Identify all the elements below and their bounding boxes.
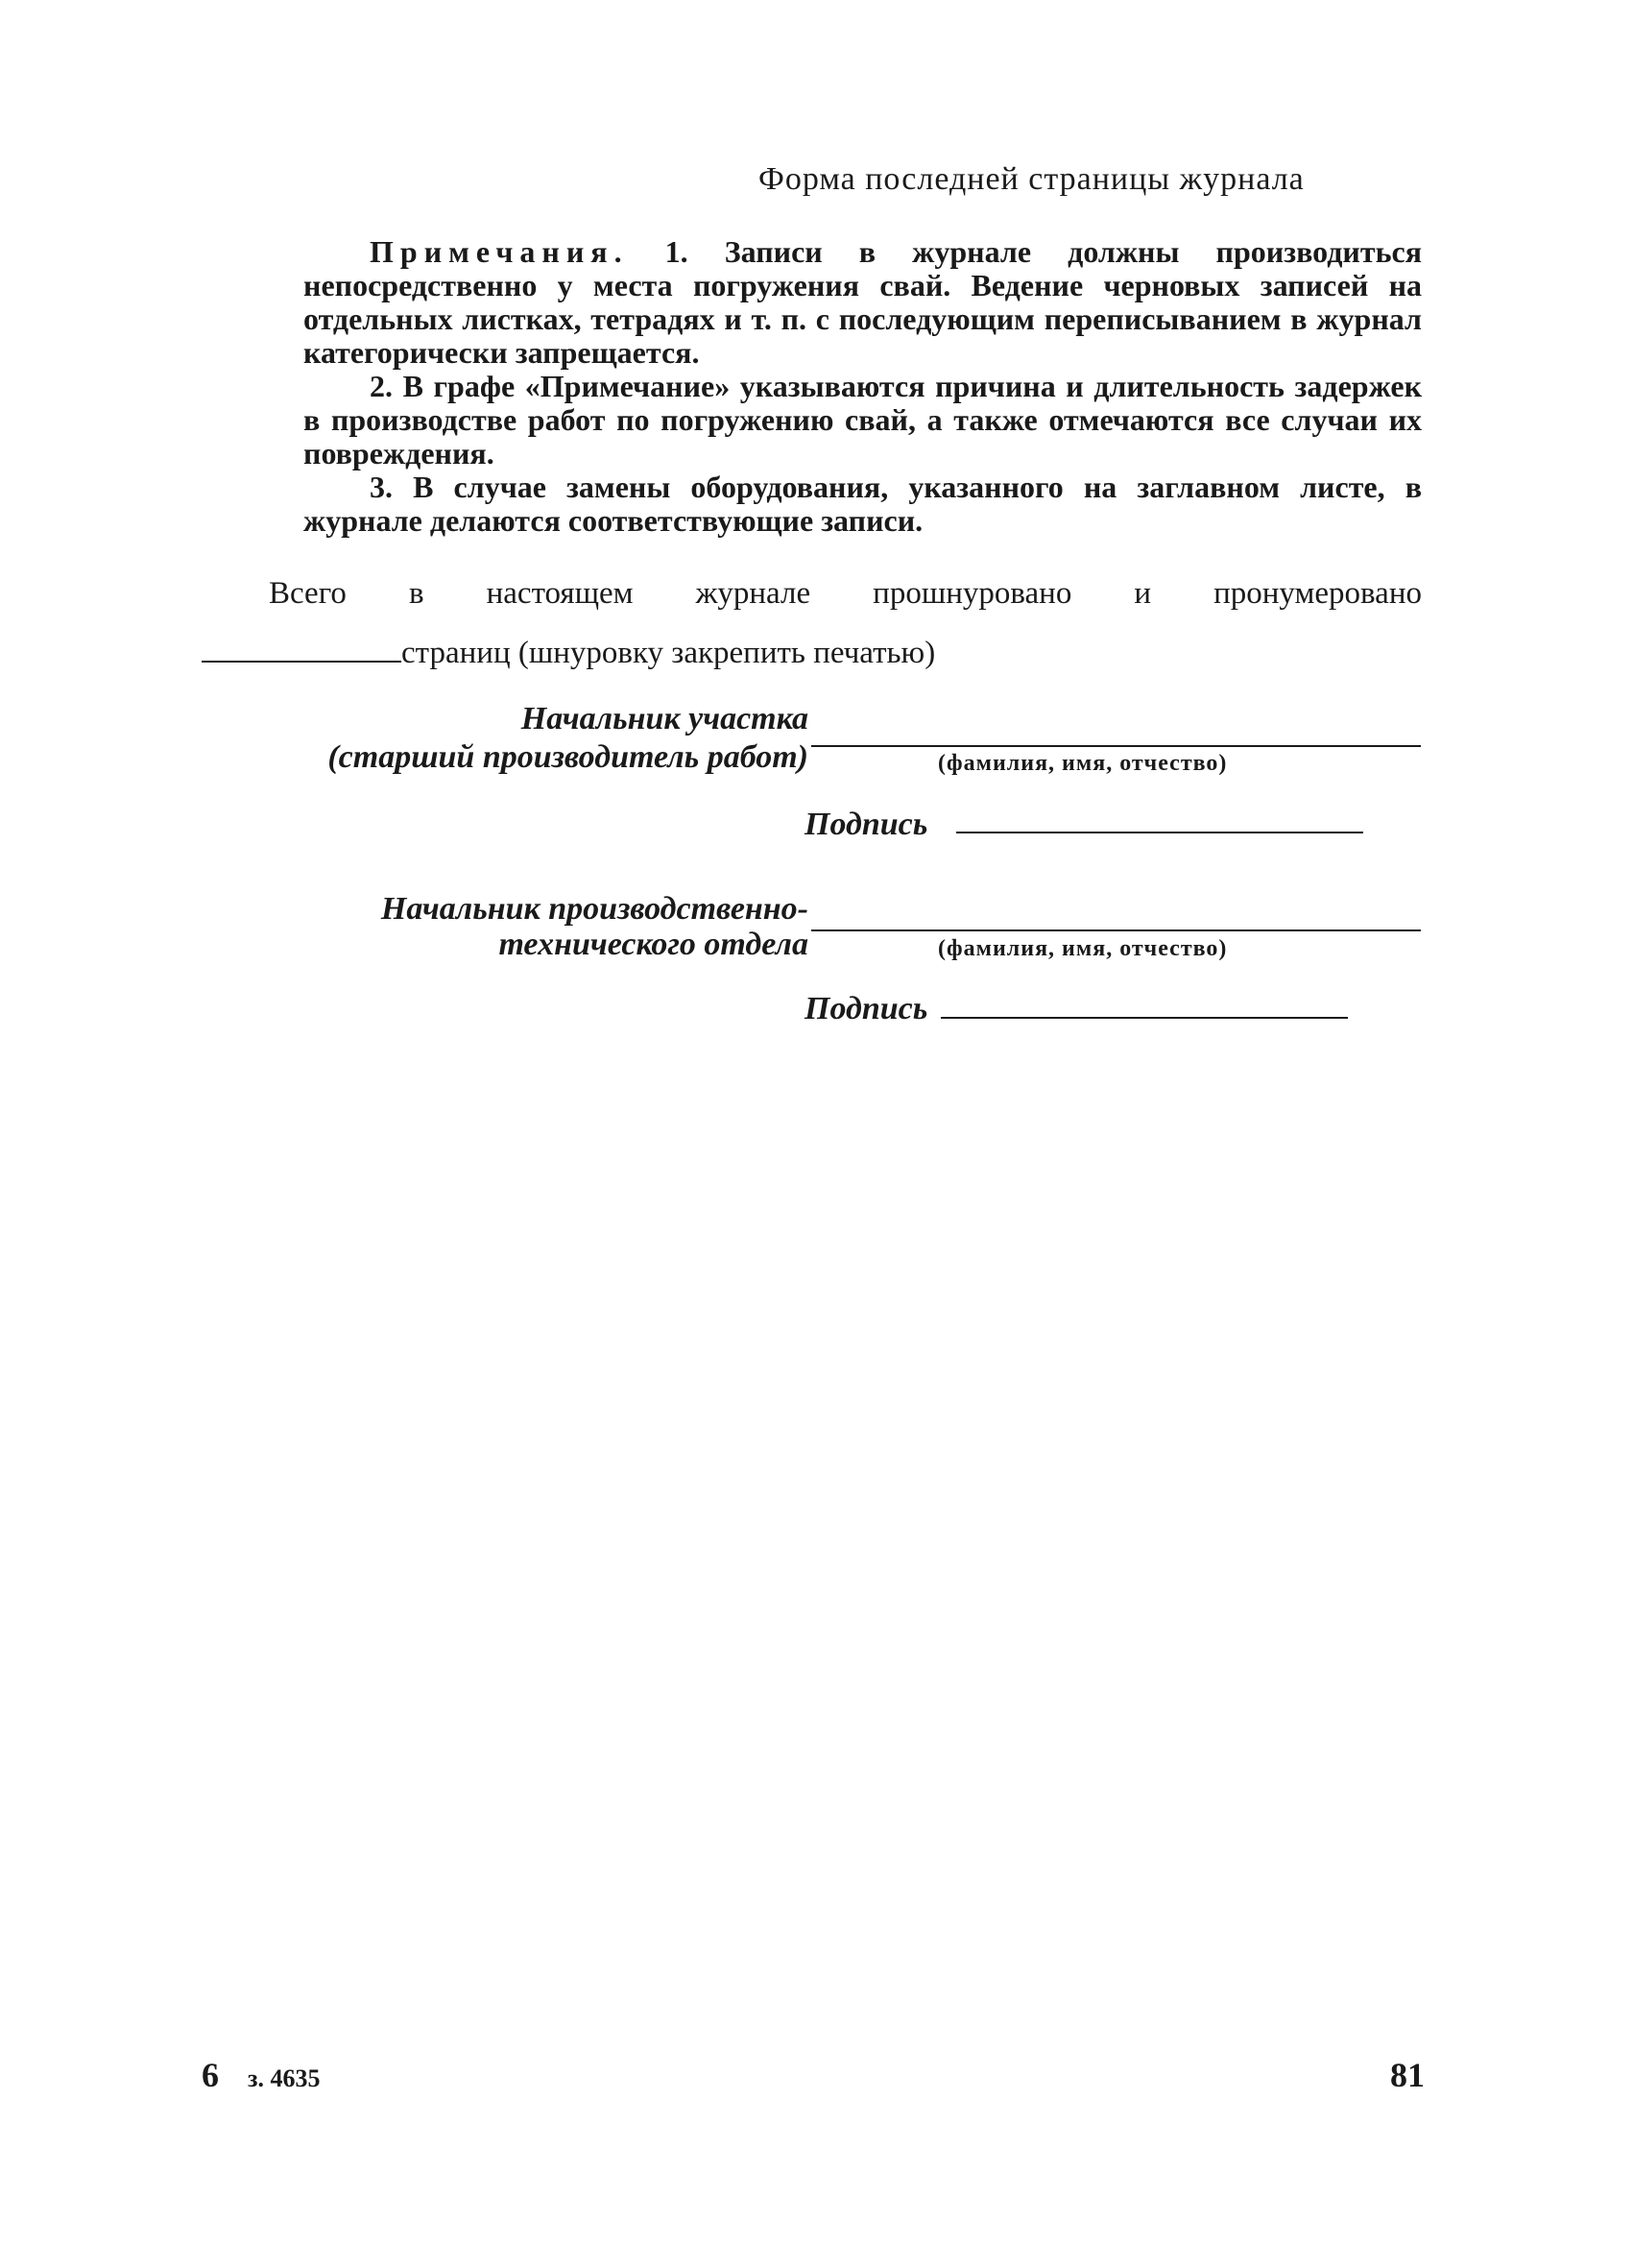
notes-block	[303, 235, 1422, 538]
total-word: прошнуровано	[873, 576, 1072, 611]
section-chief-signature-label: Подпись	[804, 807, 928, 842]
footer-print-info	[202, 2055, 320, 2095]
pto-chief-signature-label: Подпись	[804, 991, 928, 1026]
note-3: 3. В случае замены оборудования, указанного на заглавном листе, в журнале делаются соответствующие записи.	[303, 470, 1422, 538]
total-word: пронумеровано	[1213, 576, 1422, 611]
total-word: настоящем	[486, 576, 634, 611]
order-number: з. 4635	[248, 2064, 321, 2092]
note-1-text: 1. Записи в журнале должны производиться непосредственно у места погружения свай. Ведение черновых записей на отдельных листках, тетрадях и т. п. с последующим переписыванием в журнал категорически запрещается.	[303, 234, 1423, 370]
total-word: журнале	[695, 576, 811, 611]
page-number: 81	[1390, 2056, 1425, 2094]
pages-text: страниц (шнуровку закрепить печатью)	[401, 636, 936, 670]
pto-chief-title-line2: технического отдела	[498, 927, 808, 962]
total-pages-statement	[269, 576, 1422, 612]
pto-chief-signature-field[interactable]	[941, 1017, 1348, 1019]
total-word: и	[1134, 576, 1152, 611]
total-word: Всего	[269, 576, 347, 611]
notes-label: Примечания.	[370, 234, 629, 269]
section-chief-name-field[interactable]	[811, 745, 1421, 747]
sheet-number: 6	[202, 2056, 219, 2094]
note-1	[303, 235, 1422, 370]
page-count-blank[interactable]	[202, 661, 401, 663]
note-2: 2. В графе «Примечание» указываются причина и длительность задержек в производстве работ по погружению свай, а также отмечаются все случаи их повреждения.	[303, 369, 1422, 470]
pto-chief-name-caption: (фамилия, имя, отчество)	[938, 936, 1228, 961]
pages-count-line	[202, 636, 935, 671]
total-word: в	[408, 576, 424, 611]
page-heading: Форма последней страницы журнала	[758, 161, 1305, 197]
section-chief-signature-field[interactable]	[956, 832, 1363, 833]
section-chief-name-caption: (фамилия, имя, отчество)	[938, 751, 1228, 776]
section-chief-title-line1: Начальник участка	[520, 701, 808, 736]
section-chief-title-line2: (старший производитель работ)	[327, 739, 808, 775]
pto-chief-title-line1: Начальник производственно-	[380, 891, 808, 927]
pto-chief-name-field[interactable]	[811, 929, 1421, 931]
